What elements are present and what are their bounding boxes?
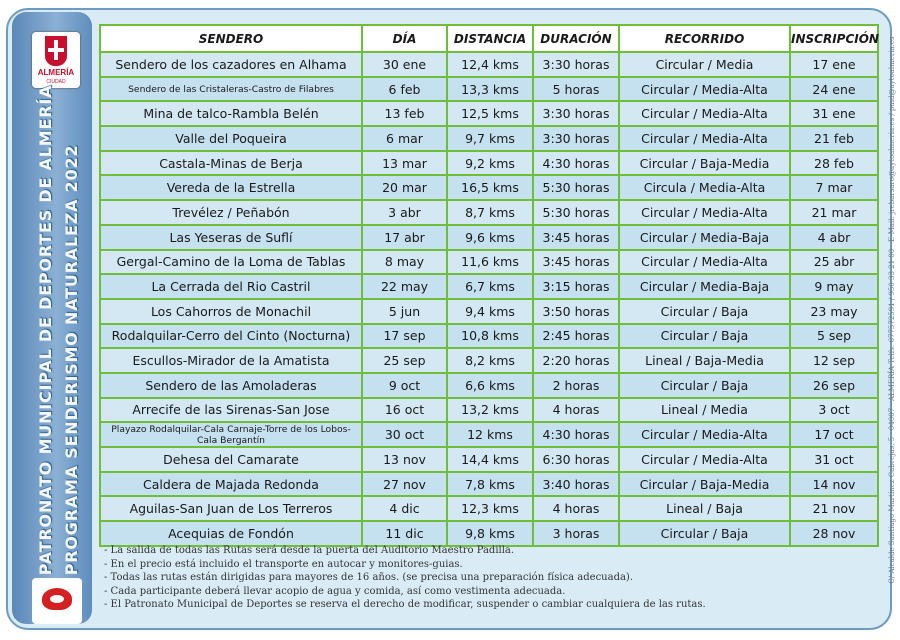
cell-duracion: 4 horas bbox=[533, 398, 619, 423]
cell-duracion: 6:30 horas bbox=[533, 447, 619, 472]
cell-dia: 9 oct bbox=[362, 373, 447, 398]
cell-inscripcion: 14 nov bbox=[790, 472, 878, 497]
cell-distancia: 8,2 kms bbox=[447, 348, 533, 373]
table-row bbox=[100, 447, 878, 472]
header-dia: DÍA bbox=[362, 25, 447, 52]
table-row bbox=[100, 151, 878, 176]
cell-recorrido: Circula / Media-Alta bbox=[619, 175, 790, 200]
cell-inscripcion: 31 oct bbox=[790, 447, 878, 472]
cell-sendero: Vereda de la Estrella bbox=[100, 175, 362, 200]
cell-inscripcion: 24 ene bbox=[790, 77, 878, 102]
cell-sendero: Sendero de las Amoladeras bbox=[100, 373, 362, 398]
header-sendero: SENDERO bbox=[100, 25, 362, 52]
cell-distancia: 16,5 kms bbox=[447, 175, 533, 200]
cell-recorrido: Circular / Media-Alta bbox=[619, 200, 790, 225]
table-row bbox=[100, 373, 878, 398]
cell-dia: 17 sep bbox=[362, 324, 447, 349]
table-row bbox=[100, 225, 878, 250]
cell-sendero: Valle del Poqueira bbox=[100, 126, 362, 151]
cell-recorrido: Circular / Media bbox=[619, 52, 790, 77]
table-row bbox=[100, 126, 878, 151]
cell-dia: 16 oct bbox=[362, 398, 447, 423]
cell-duracion: 3:50 horas bbox=[533, 299, 619, 324]
cell-recorrido: Lineal / Media bbox=[619, 398, 790, 423]
crest-subtext: CIUDAD bbox=[46, 79, 66, 85]
sport-logo bbox=[32, 578, 82, 624]
cell-sendero: La Cerrada del Rio Castril bbox=[100, 274, 362, 299]
table-row bbox=[100, 250, 878, 275]
cell-distancia: 9,8 kms bbox=[447, 521, 533, 546]
cell-distancia: 12,3 kms bbox=[447, 496, 533, 521]
cell-inscripcion: 12 sep bbox=[790, 348, 878, 373]
table-header-row bbox=[100, 25, 878, 52]
cell-recorrido: Circular / Media-Alta bbox=[619, 77, 790, 102]
cell-duracion: 3 horas bbox=[533, 521, 619, 546]
cell-dia: 13 mar bbox=[362, 151, 447, 176]
note-line: - Todas las rutas están dirigidas para mayores de 16 años. (se precisa una preparación física adecuada). bbox=[104, 572, 634, 584]
table-row bbox=[100, 398, 878, 423]
cell-dia: 17 abr bbox=[362, 225, 447, 250]
cell-recorrido: Circular / Baja bbox=[619, 521, 790, 546]
cell-inscripcion: 17 ene bbox=[790, 52, 878, 77]
cell-distancia: 13,3 kms bbox=[447, 77, 533, 102]
cell-duracion: 5:30 horas bbox=[533, 175, 619, 200]
table-row bbox=[100, 77, 878, 102]
almeria-crest-logo bbox=[32, 32, 80, 88]
cell-recorrido: Circular / Media-Alta bbox=[619, 101, 790, 126]
cell-distancia: 10,8 kms bbox=[447, 324, 533, 349]
cell-inscripcion: 21 nov bbox=[790, 496, 878, 521]
cell-distancia: 9,6 kms bbox=[447, 225, 533, 250]
cell-recorrido: Circular / Baja-Media bbox=[619, 472, 790, 497]
cell-duracion: 3:30 horas bbox=[533, 52, 619, 77]
cell-sendero: Aguilas-San Juan de Los Terreros bbox=[100, 496, 362, 521]
cell-distancia: 11,6 kms bbox=[447, 250, 533, 275]
cell-sendero: Gergal-Camino de la Loma de Tablas bbox=[100, 250, 362, 275]
header-recorrido: RECORRIDO bbox=[619, 25, 790, 52]
cell-sendero: Sendero de los cazadores en Alhama bbox=[100, 52, 362, 77]
cell-recorrido: Circular / Baja bbox=[619, 299, 790, 324]
cell-inscripcion: 31 ene bbox=[790, 101, 878, 126]
cell-distancia: 12,4 kms bbox=[447, 52, 533, 77]
header-distancia: DISTANCIA bbox=[447, 25, 533, 52]
table-row bbox=[100, 52, 878, 77]
cell-recorrido: Circular / Media-Alta bbox=[619, 126, 790, 151]
cell-distancia: 9,2 kms bbox=[447, 151, 533, 176]
cell-inscripcion: 21 feb bbox=[790, 126, 878, 151]
sidebar bbox=[12, 12, 92, 624]
cell-dia: 3 abr bbox=[362, 200, 447, 225]
cell-inscripcion: 25 abr bbox=[790, 250, 878, 275]
cell-inscripcion: 5 sep bbox=[790, 324, 878, 349]
cell-dia: 27 nov bbox=[362, 472, 447, 497]
header-duracion: DURACIÓN bbox=[533, 25, 619, 52]
cell-duracion: 3:30 horas bbox=[533, 126, 619, 151]
cell-sendero: Arrecife de las Sirenas-San Jose bbox=[100, 398, 362, 423]
table-row bbox=[100, 324, 878, 349]
cell-distancia: 6,7 kms bbox=[447, 274, 533, 299]
cell-distancia: 6,6 kms bbox=[447, 373, 533, 398]
cell-distancia: 12,5 kms bbox=[447, 101, 533, 126]
table-row bbox=[100, 521, 878, 546]
cell-inscripcion: 26 sep bbox=[790, 373, 878, 398]
cell-duracion: 5:30 horas bbox=[533, 200, 619, 225]
cell-dia: 20 mar bbox=[362, 175, 447, 200]
cell-recorrido: Circular / Baja bbox=[619, 373, 790, 398]
table-row bbox=[100, 472, 878, 497]
cell-distancia: 13,2 kms bbox=[447, 398, 533, 423]
cell-duracion: 4:30 horas bbox=[533, 151, 619, 176]
cell-duracion: 4:30 horas bbox=[533, 422, 619, 447]
cell-sendero: Las Yeseras de Suflí bbox=[100, 225, 362, 250]
cell-recorrido: Circular / Media-Alta bbox=[619, 447, 790, 472]
cell-inscripcion: 21 mar bbox=[790, 200, 878, 225]
table-row bbox=[100, 299, 878, 324]
cell-dia: 30 ene bbox=[362, 52, 447, 77]
cell-recorrido: Circular / Baja bbox=[619, 324, 790, 349]
header-inscripcion: INSCRIPCIÓN bbox=[790, 25, 878, 52]
cell-sendero: Playazo Rodalquilar-Cala Carnaje-Torre de los Lobos-Cala Bergantín bbox=[100, 422, 362, 447]
cell-sendero: Los Cahorros de Monachil bbox=[100, 299, 362, 324]
cell-sendero: Escullos-Mirador de la Amatista bbox=[100, 348, 362, 373]
cell-recorrido: Circular / Baja-Media bbox=[619, 151, 790, 176]
cell-sendero: Rodalquilar-Cerro del Cinto (Nocturna) bbox=[100, 324, 362, 349]
note-line: - Cada participante deberá llevar acopio de agua y comida, así como vestimenta adecuada. bbox=[104, 585, 566, 597]
cell-dia: 13 feb bbox=[362, 101, 447, 126]
cell-inscripcion: 7 mar bbox=[790, 175, 878, 200]
cell-duracion: 3:45 horas bbox=[533, 250, 619, 275]
cell-distancia: 9,4 kms bbox=[447, 299, 533, 324]
crest-text: ALMERÍA bbox=[37, 68, 75, 77]
cell-dia: 22 may bbox=[362, 274, 447, 299]
cell-sendero: Castala-Minas de Berja bbox=[100, 151, 362, 176]
cell-duracion: 2:45 horas bbox=[533, 324, 619, 349]
cell-recorrido: Circular / Media-Alta bbox=[619, 422, 790, 447]
note-line: - En el precio está incluido el transporte en autocar y monitores-guias. bbox=[104, 558, 463, 570]
cell-recorrido: Circular / Media-Baja bbox=[619, 225, 790, 250]
cell-sendero: Acequias de Fondón bbox=[100, 521, 362, 546]
cell-duracion: 5 horas bbox=[533, 77, 619, 102]
cell-dia: 25 sep bbox=[362, 348, 447, 373]
cell-recorrido: Lineal / Baja bbox=[619, 496, 790, 521]
table-row bbox=[100, 496, 878, 521]
note-line: - El Patronato Municipal de Deportes se reserva el derecho de modificar, suspender o cambiar cualquiera de las rutas. bbox=[104, 599, 706, 611]
cell-sendero: Mina de talco-Rambla Belén bbox=[100, 101, 362, 126]
cell-inscripcion: 3 oct bbox=[790, 398, 878, 423]
note-line: - La salida de todas las Rutas será desde la puerta del Auditorio Maestro Padilla. bbox=[104, 545, 515, 556]
cell-sendero: Trevélez / Peñabón bbox=[100, 200, 362, 225]
crest-shield-icon bbox=[45, 36, 67, 66]
contact-info: C/ Alcalde Santiago Martínez Cabrejas, 5 - 04007 - ALMERÍA Telfs: 677572591 / 950 33 21 00 - E-Mail: jrebarsaro@aytoalmeria.es / pmd@aytoalmeria.es bbox=[888, 36, 896, 584]
schedule-table bbox=[99, 24, 879, 547]
notes bbox=[104, 544, 744, 612]
cell-distancia: 14,4 kms bbox=[447, 447, 533, 472]
cell-dia: 6 mar bbox=[362, 126, 447, 151]
cell-duracion: 3:30 horas bbox=[533, 101, 619, 126]
table-row bbox=[100, 274, 878, 299]
table-row bbox=[100, 101, 878, 126]
cell-distancia: 12 kms bbox=[447, 422, 533, 447]
title-line-2: PROGRAMA SENDERISMO NATURALEZA 2022 bbox=[62, 144, 81, 576]
cell-distancia: 8,7 kms bbox=[447, 200, 533, 225]
cell-inscripcion: 28 nov bbox=[790, 521, 878, 546]
cell-dia: 6 feb bbox=[362, 77, 447, 102]
cell-dia: 30 oct bbox=[362, 422, 447, 447]
cell-inscripcion: 17 oct bbox=[790, 422, 878, 447]
table-row bbox=[100, 348, 878, 373]
cell-distancia: 9,7 kms bbox=[447, 126, 533, 151]
table-row bbox=[100, 200, 878, 225]
cell-dia: 11 dic bbox=[362, 521, 447, 546]
cell-duracion: 4 horas bbox=[533, 496, 619, 521]
cell-duracion: 2:20 horas bbox=[533, 348, 619, 373]
vertical-title bbox=[33, 85, 85, 576]
cell-dia: 5 jun bbox=[362, 299, 447, 324]
cell-dia: 8 may bbox=[362, 250, 447, 275]
cell-duracion: 2 horas bbox=[533, 373, 619, 398]
table-row bbox=[100, 422, 878, 447]
cell-recorrido: Lineal / Baja-Media bbox=[619, 348, 790, 373]
cell-inscripcion: 9 may bbox=[790, 274, 878, 299]
cell-recorrido: Circular / Media-Alta bbox=[619, 250, 790, 275]
runner-icon bbox=[42, 588, 72, 610]
title-line-1: PATRONATO MUNICIPAL DE DEPORTES DE ALMERÍA bbox=[36, 84, 55, 576]
cell-inscripcion: 28 feb bbox=[790, 151, 878, 176]
cell-inscripcion: 23 may bbox=[790, 299, 878, 324]
cell-inscripcion: 4 abr bbox=[790, 225, 878, 250]
cell-duracion: 3:15 horas bbox=[533, 274, 619, 299]
cell-duracion: 3:40 horas bbox=[533, 472, 619, 497]
cell-sendero: Sendero de las Cristaleras-Castro de Filabres bbox=[100, 77, 362, 102]
cell-duracion: 3:45 horas bbox=[533, 225, 619, 250]
cell-sendero: Dehesa del Camarate bbox=[100, 447, 362, 472]
cell-recorrido: Circular / Media-Baja bbox=[619, 274, 790, 299]
cell-dia: 4 dic bbox=[362, 496, 447, 521]
cell-dia: 13 nov bbox=[362, 447, 447, 472]
cell-sendero: Caldera de Majada Redonda bbox=[100, 472, 362, 497]
table-row bbox=[100, 175, 878, 200]
cell-distancia: 7,8 kms bbox=[447, 472, 533, 497]
